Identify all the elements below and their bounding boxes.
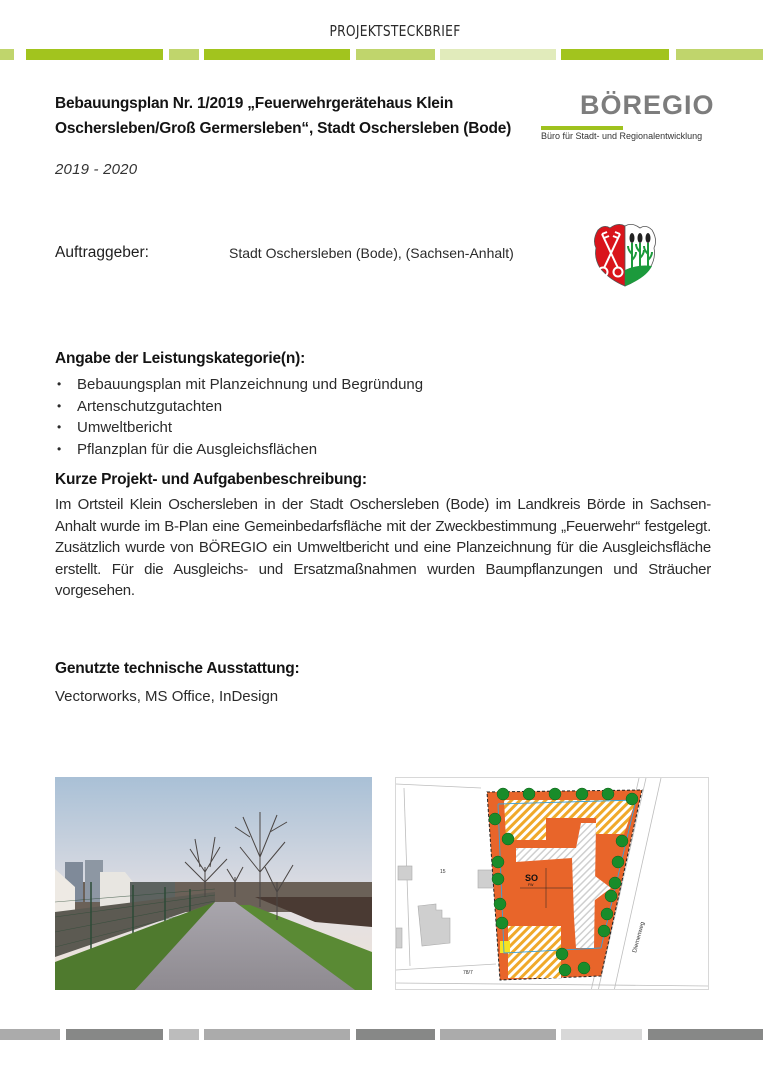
bottom-bar-segment — [0, 1029, 60, 1040]
list-item — [55, 396, 423, 418]
top-bar-segment — [0, 49, 14, 60]
top-bar-segment — [676, 49, 763, 60]
page-header-title: PROJEKTSTECKBRIEF — [329, 22, 461, 40]
services-list — [55, 374, 423, 460]
description-heading: Kurze Projekt- und Aufgabenbeschreibung: — [55, 471, 367, 488]
bullet-icon: • — [57, 398, 62, 413]
bottom-bar-segment — [561, 1029, 642, 1040]
top-bar-segment — [561, 49, 669, 60]
top-bar-segment — [204, 49, 350, 60]
bottom-bar-segment — [440, 1029, 556, 1040]
zone-sublabel: FW — [528, 883, 534, 887]
project-title — [55, 91, 545, 141]
bullet-icon: • — [57, 377, 62, 391]
list-item — [55, 417, 423, 439]
logo-wordmark: BÖREGIO — [580, 90, 715, 120]
logo-subtitle: Büro für Stadt- und Regionalentwicklung — [541, 131, 703, 141]
site-plan-drawing — [395, 777, 709, 990]
parcel-label-15: 15 — [440, 869, 446, 875]
service-label: Pflanzplan für die Ausgleichsflächen — [77, 440, 318, 458]
service-label: Umweltbericht — [77, 419, 173, 436]
tools-text: Vectorworks, MS Office, InDesign — [55, 688, 279, 705]
client-value: Stadt Oschersleben (Bode), (Sachsen-Anhalt) — [229, 245, 514, 261]
service-label: Bebauungsplan mit Planzeichnung und Begründung — [77, 376, 424, 393]
bottom-bar-segment — [204, 1029, 350, 1040]
tools-heading: Genutzte technische Ausstattung: — [55, 660, 300, 677]
bottom-bar-segment — [66, 1029, 163, 1040]
client-label: Auftraggeber: — [55, 244, 149, 261]
top-bar-segment — [440, 49, 556, 60]
logo-accent-line — [541, 126, 623, 130]
bottom-bar-segment — [648, 1029, 763, 1040]
bullet-icon: • — [57, 420, 62, 434]
coat-of-arms-icon — [590, 220, 660, 290]
services-heading: Angabe der Leistungskategorie(n): — [55, 350, 306, 367]
project-years: 2019 - 2020 — [55, 161, 138, 178]
list-item — [55, 439, 423, 461]
top-bar-segment — [356, 49, 435, 60]
street-label: Diemenweg — [632, 921, 647, 954]
site-photo — [55, 777, 372, 990]
service-label: Artenschutzgutachten — [77, 397, 223, 415]
list-item — [55, 374, 423, 396]
bottom-bar-segment — [169, 1029, 199, 1040]
top-bar-segment — [26, 49, 163, 60]
project-title-line-2: Oschersleben/Groß Germersleben“, Stadt Oschersleben (Bode) — [55, 120, 512, 137]
zone-label-so: SO — [525, 873, 539, 883]
description-text: Im Ortsteil Klein Oschersleben in der Stadt Oschersleben (Bode) im Landkreis Börde in Sachsen-Anhalt wurde im B-Plan eine Gemeinbedarfsfläche mit der Zweckbestimmung „Feuerwehr“ festgelegt. Zusätzlich wurde von BÖREGIO ein Umweltbericht und eine Planzeichnung für die Ausgleichsfläche erstellt. Für die Ausgleichs- und Ersatzmaßnahmen wurden Baumpflanzungen und Sträucher vorgesehen. — [55, 496, 711, 599]
parcel-label-78-7: 78/7 — [463, 970, 473, 976]
project-title-line-1: Bebauungsplan Nr. 1/2019 „Feuerwehrgerätehaus Klein — [55, 95, 454, 112]
top-bar-segment — [169, 49, 199, 60]
bullet-icon: • — [57, 441, 62, 456]
bottom-bar-segment — [356, 1029, 435, 1040]
